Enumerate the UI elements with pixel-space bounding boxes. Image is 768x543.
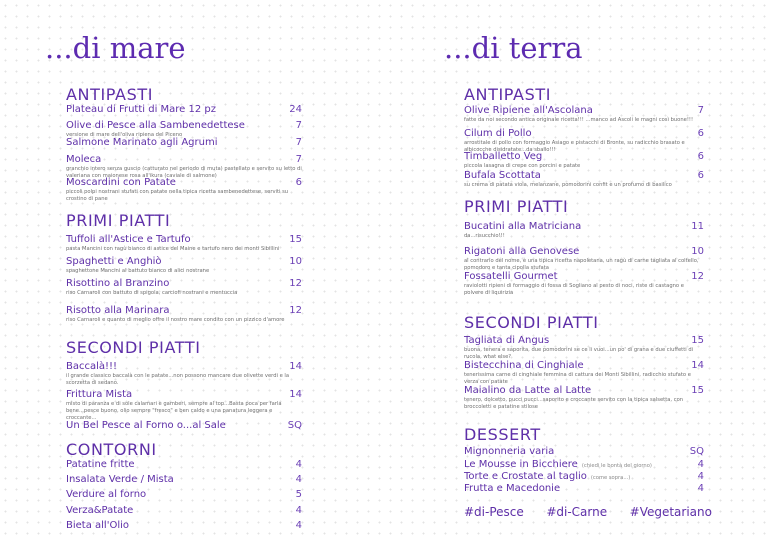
item-description: piccola lasagna di crepe con porcini e patate <box>464 163 581 169</box>
item-price: 14 <box>289 361 302 372</box>
item-description: piccoli polpi nostrani stufati con patate nella tipica ricetta sambenedettese, serviti su crostino di pane <box>66 189 289 202</box>
item-price: 4 <box>697 459 704 470</box>
menu-item <box>464 105 704 124</box>
hashtag-vegetariano: #Vegetariano <box>629 505 712 519</box>
item-price: 6 <box>697 128 704 139</box>
section-title-dessert: DESSERT <box>464 425 541 444</box>
item-price: 6 <box>697 170 704 181</box>
menu-item <box>66 505 302 516</box>
item-name: Cilum di Pollo <box>464 128 532 139</box>
item-description: versione di mare dell'oliva ripiena del Piceno <box>66 132 183 138</box>
menu-item <box>464 151 704 170</box>
item-name: Risottino al Branzino <box>66 278 170 289</box>
menu-item <box>66 459 302 470</box>
menu-item <box>464 128 704 154</box>
item-price: 7 <box>697 105 704 116</box>
item-description: riso Carnaroli con battuto di spigola, carciofi nostrani e mentuccia <box>66 290 238 296</box>
item-price: 4 <box>295 459 302 470</box>
menu-item <box>66 389 302 421</box>
item-description: tenero, dolcetto, pucci pucci...saporito e croccante servito con la tipica salsetta, con broccoletti e patatine stilose <box>464 397 684 410</box>
item-name: Salmone Marinato agli Agrumi <box>66 137 218 148</box>
item-price: 14 <box>691 360 704 371</box>
section-title-antipasti-mare: ANTIPASTI <box>66 85 154 104</box>
item-price: 4 <box>295 505 302 516</box>
item-name: Verdure al forno <box>66 489 147 500</box>
item-description: granchio intero senza guscio (catturato nel periodo di muta) pastellato e servito su letto di valeriana con maionese rosa all'ikura (caviale di salmone) <box>66 166 302 179</box>
item-description: riso Carnaroli e quanto di meglio offre il nostro mare condito con un pizzico d'amore <box>66 317 285 323</box>
menu-heading-terra: ...di terra <box>444 31 583 65</box>
menu-item <box>66 361 302 387</box>
menu-item <box>464 271 704 297</box>
item-price: SQ <box>689 446 704 457</box>
menu-item <box>66 489 302 500</box>
menu-item <box>464 360 704 386</box>
menu-heading-mare: ...di mare <box>45 31 186 65</box>
item-description: arrostitale di pollo con formaggio Asiago e pistacchi di Bronte, su radicchio brasato e albicocche disidratate...da sballo!!! <box>464 140 685 153</box>
item-price: 15 <box>289 234 302 245</box>
item-price: 15 <box>691 335 704 346</box>
item-name: Moscardini con Patate <box>66 177 176 188</box>
item-price: 12 <box>289 278 302 289</box>
item-description: pasta Mancini con ragù bianco di astice del Maine e tartufo nero dei monti Sibillini <box>66 246 280 252</box>
item-name: Plateau di Frutti di Mare 12 pz <box>66 104 217 115</box>
item-description: fatte da noi secondo antica originale ricetta!!! ...manco ad Ascoli le magni così buone!!! <box>464 117 694 123</box>
item-description: buona, tenera e saporita, due pomodorini se ce li vuoi...un po' di grana e due ciuffetti di rucola, what else? <box>464 347 694 360</box>
item-price: 24 <box>289 104 302 115</box>
section-title-contorni: CONTORNI <box>66 440 157 459</box>
item-name: Moleca <box>66 154 102 165</box>
item-note: (come sopra...) <box>590 475 631 481</box>
menu-item <box>66 256 302 275</box>
section-title-secondi-terra: SECONDI PIATTI <box>464 313 599 332</box>
item-name: Risotto alla Marinara <box>66 305 170 316</box>
item-price: 15 <box>691 385 704 396</box>
menu-item <box>66 137 302 148</box>
item-name: Maialino da Latte al Latte <box>464 385 592 396</box>
menu-item <box>66 104 302 115</box>
item-name: Le Mousse in Bicchiere (chiedi le bontà del giorno) <box>464 459 652 470</box>
item-description: spaghettone Mancini al battuto bianco di alici nostrane <box>66 268 210 274</box>
item-name: Bieta all'Olio <box>66 520 129 531</box>
item-price: 14 <box>289 389 302 400</box>
menu-item <box>66 154 302 180</box>
section-title-primi-mare: PRIMI PIATTI <box>66 211 171 230</box>
item-price: 4 <box>697 471 704 482</box>
item-price: 7 <box>295 137 302 148</box>
item-name: Baccalà!!! <box>66 361 118 372</box>
item-name: Bucatini alla Matriciana <box>464 221 582 232</box>
item-name: Verza&Patate <box>66 505 134 516</box>
hashtag-row <box>464 505 712 519</box>
hashtag-pesce: #di-Pesce <box>464 505 524 519</box>
hashtag-carne: #di-Carne <box>546 505 608 519</box>
menu-item <box>464 483 704 494</box>
item-note: (chiedi le bontà del giorno) <box>581 463 652 469</box>
menu-item <box>464 221 704 240</box>
item-description: tenerissima carne di cinghiale femmina di cattura dei Monti Sibillini, radicchio stufato e verza con patate <box>464 372 691 385</box>
item-name: Insalata Verde / Mista <box>66 474 174 485</box>
item-price: 7 <box>295 120 302 131</box>
menu-item <box>66 305 302 324</box>
menu-item <box>66 177 302 203</box>
menu-item <box>66 474 302 485</box>
item-price: 4 <box>295 474 302 485</box>
item-name: Rigatoni alla Genovese <box>464 246 580 257</box>
item-name: Patatine fritte <box>66 459 135 470</box>
item-price: 5 <box>295 489 302 500</box>
menu-item <box>464 385 704 411</box>
item-name: Bufala Scottata <box>464 170 541 181</box>
item-price: 10 <box>691 246 704 257</box>
menu-item <box>464 335 704 361</box>
menu-item <box>66 420 302 431</box>
menu-item <box>66 520 302 531</box>
item-price: 12 <box>691 271 704 282</box>
item-name: Fossatelli Gourmet <box>464 271 558 282</box>
item-name: Mignonneria varia <box>464 446 555 457</box>
menu-item <box>66 234 302 253</box>
item-price: 7 <box>295 154 302 165</box>
item-description: da...risucchio!!! <box>464 233 505 239</box>
section-title-secondi-mare: SECONDI PIATTI <box>66 338 201 357</box>
menu-item <box>464 459 704 470</box>
section-title-primi-terra: PRIMI PIATTI <box>464 197 569 216</box>
section-title-antipasti-terra: ANTIPASTI <box>464 85 552 104</box>
item-name: Frutta e Macedonie <box>464 483 561 494</box>
menu-item <box>66 278 302 297</box>
menu-item <box>464 246 704 272</box>
item-name: Tuffoli all'Astice e Tartufo <box>66 234 191 245</box>
item-name: Tagliata di Angus <box>464 335 550 346</box>
item-name: Timballetto Veg <box>464 151 543 162</box>
item-price: 6 <box>295 177 302 188</box>
item-price: 12 <box>289 305 302 316</box>
item-description: su crema di patata viola, melanzane, pomodorini confit e un profumo di basilico <box>464 182 672 188</box>
item-price: 4 <box>697 483 704 494</box>
item-price: SQ <box>287 420 302 431</box>
item-name: Olive di Pesce alla Sambenedettese <box>66 120 245 131</box>
item-name: Torte e Crostate al taglio (come sopra...) <box>464 471 631 482</box>
item-name: Olive Ripiene all'Ascolana <box>464 105 593 116</box>
item-price: 10 <box>289 256 302 267</box>
item-description: al contrario del nome, è una tipica ricetta napoletana, un ragù di carne tagliata al coltello, pomodoro e tanta cipolla stufata <box>464 258 699 271</box>
menu-item <box>66 120 302 139</box>
item-name: Bistecchina di Cinghiale <box>464 360 584 371</box>
item-price: 4 <box>295 520 302 531</box>
item-price: 11 <box>691 221 704 232</box>
item-price: 6 <box>697 151 704 162</box>
menu-item <box>464 446 704 457</box>
item-name: Spaghetti e Anghiò <box>66 256 162 267</box>
item-name: Frittura Mista <box>66 389 133 400</box>
item-description: misto di paranza e di sole calamari e gamberi, sempre al top...Basta poca per farla bene...pesce buono, olio sempre "fresco" e ben caldo e una panatura leggera e croccante... <box>66 401 282 421</box>
item-description: il grande classico baccalà con le patate...non possono mancare due olivette verdi e la scorzetta di sedano. <box>66 373 290 386</box>
menu-item <box>464 471 704 482</box>
menu-item <box>464 170 704 189</box>
item-description: raviolotti ripieni di formaggio di fossa di Sogliano al pesto di noci, riste di castagno e polvere di liquirizia <box>464 283 684 296</box>
item-name: Un Bel Pesce al Forno o...al Sale <box>66 420 226 431</box>
